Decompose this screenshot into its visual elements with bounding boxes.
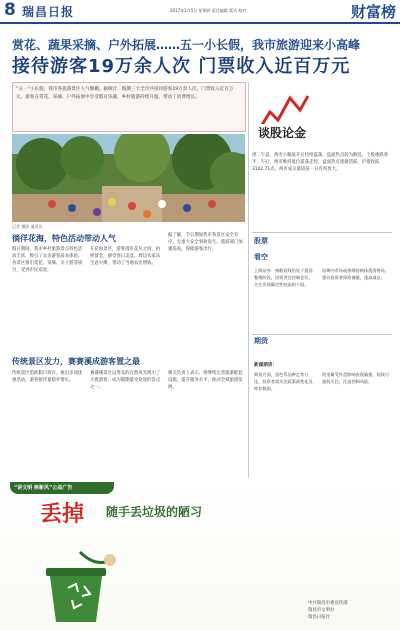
stocks-heading: 股票 bbox=[254, 237, 268, 245]
column-divider bbox=[248, 82, 249, 478]
masthead-meta: 2017年1月5日 星期四 责任编辑 版式 校对 bbox=[170, 8, 247, 13]
comment-text: 周二午盘，两市小幅低开后持续震荡，盘面热点较为散乱。个股涨跌各半，午后，两市维持低位震荡走势，盘面热点逐渐活跃，沪指收报3142.71点。两市成交量较前一日有所放大。 bbox=[252, 153, 389, 173]
page-number: 8 bbox=[4, 0, 16, 20]
bearish-heading: 看空 bbox=[254, 253, 268, 261]
column-text-a1: 假日期间，我市乡村旅游景点特色活动丰富，吸引了众多游客前来体验。各景区推出赏花、采摘、亲子游等项目，受到市民欢迎。 bbox=[12, 247, 83, 273]
comment-logo-icon bbox=[254, 84, 314, 144]
stocks-text-2: 短期内市场或将维持箱体震荡格局，建议投资者保持谨慎，逢高减仓。 bbox=[322, 268, 390, 280]
main-headline: 接待游客19万余人次 门票收入近百万元 bbox=[12, 56, 351, 77]
column-text-a2: 传统景区借助假日效应，推出多项优惠活动，游客接待量稳步增长。 bbox=[12, 371, 83, 383]
comment-logo-text: 谈股论金 bbox=[258, 126, 307, 140]
futures-heading: 期货 bbox=[254, 337, 268, 345]
column-text-b2: 赛赛溪景区以秀美的自然风光吸引了大批游客，成为假期最受欢迎的景点之一。 bbox=[90, 371, 161, 390]
column-text-b1: 在花海景区，游客漫步花丛之间，拍照留念，感受春日美景。周边农家乐生意火爆，带动了当地农民增收。 bbox=[90, 247, 161, 266]
ad-slogan: 随手丢垃圾的陋习 bbox=[106, 505, 203, 519]
column-text-c1: 据了解，节日期间我市各景区安全有序，无重大安全事故发生。旅游部门加强巡查，保障游客出行。 bbox=[168, 233, 243, 252]
lead-paragraph: “五一”小长假，我市各旅游景区人气爆棚。据统计，假期三天全市共接待游客19万余人次，门票收入近百万元。游客在赏花、采摘、户外拓展中享受假日乐趣，乡村旅游持续升温，带动了消费增长。 bbox=[16, 87, 234, 100]
article-photo bbox=[12, 134, 245, 222]
ad-signature-line-3: 瑞昌日报社 bbox=[308, 615, 330, 620]
section-rule bbox=[252, 334, 392, 335]
ad-signature-line-2: 瑞昌市文明办 bbox=[308, 608, 335, 613]
futures-source: 新湖期货： bbox=[254, 363, 277, 368]
kicker-headline: 赏花、蔬果采摘、户外拓展……五一小长假，我市旅游迎来小高峰 bbox=[12, 38, 361, 52]
ad-badge-text: “讲文明 树新风”公益广告 bbox=[14, 485, 73, 491]
column-text-c2: 相关负责人表示，将继续完善旅游配套设施，提升服务水平，推动全域旅游发展。 bbox=[168, 371, 243, 390]
photo-caption: 记者 摄影 通讯员 bbox=[12, 224, 43, 229]
ad-signature bbox=[308, 600, 348, 621]
ad-signature-line-1: 中共瑞昌市委宣传部 bbox=[308, 601, 348, 606]
stocks-text-1: 上海证券：指数短线仍处于震荡整理阶段，投资者宜控制仓位，关注业绩确定性较高的个股。 bbox=[254, 268, 313, 287]
paper-name: 瑞昌日报 bbox=[22, 5, 75, 19]
futures-text-2: 贵金属受外盘影响表现偏强，短线可逢低关注，注意控制风险。 bbox=[322, 372, 390, 384]
section-title-2: 传统景区发力，赛赛溪成游客置之最 bbox=[12, 357, 140, 366]
section-rule bbox=[252, 232, 392, 233]
section-name: 财富榜 bbox=[350, 3, 396, 21]
trash-bin-icon bbox=[40, 546, 122, 626]
section-title-1: 徜徉花海，特色活动带动人气 bbox=[12, 234, 116, 243]
ad-main-text: 丢掉 bbox=[40, 502, 85, 527]
futures-text-1: 期货方面，黑色系品种走势分化，投资者需关注政策面变化及库存数据。 bbox=[254, 372, 313, 391]
